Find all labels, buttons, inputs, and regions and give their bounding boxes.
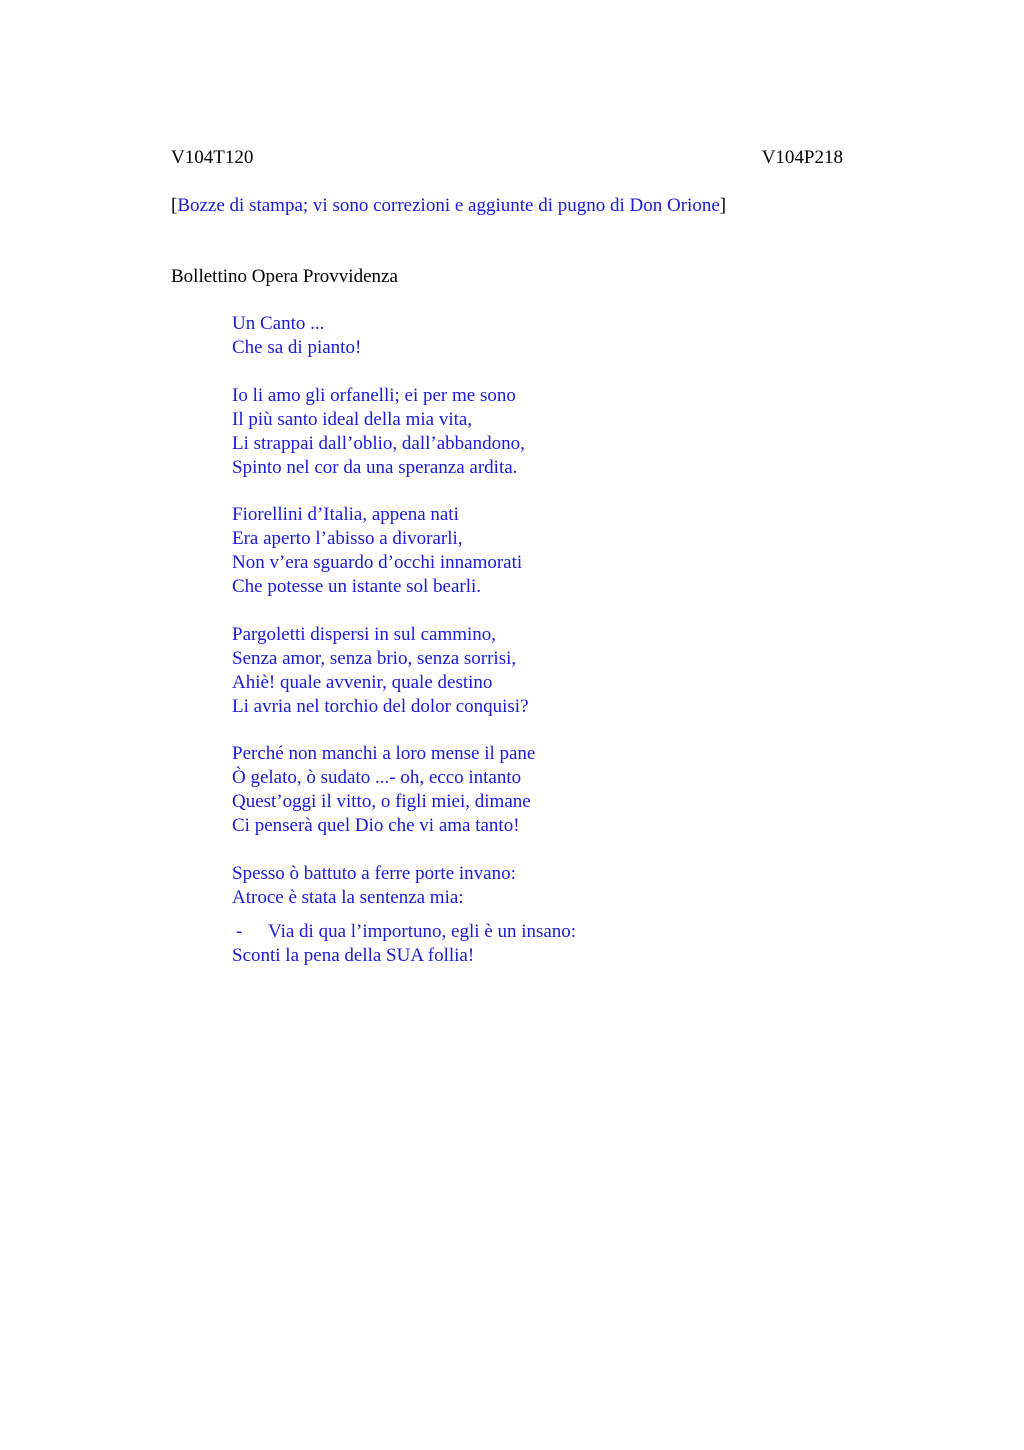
editorial-note [171,194,726,218]
poem-stanza-2 [232,384,576,480]
poem-line: Li strappai dall’oblio, dall’abbandono, [232,432,525,454]
poem [232,312,576,968]
note-text: Bozze di stampa; vi sono correzioni e aggiunte di pugno di Don Orione [177,195,720,216]
poem-line: Atroce è stata la sentenza mia: [232,886,464,908]
dialogue-dash: - [236,920,243,942]
poem-line: Li avria nel torchio del dolor conquisi? [232,695,529,717]
bulletin-heading: Bollettino Opera Provvidenza [171,266,398,287]
poem-stanza-6 [232,862,576,968]
poem-line: Ò gelato, ò sudato ...- oh, ecco intanto [232,767,522,788]
note-open-bracket: [ [171,195,178,216]
reference-code-right: V104P218 [761,147,843,168]
poem-line: Ci penserà quel Dio che vi ama tanto! [232,815,520,836]
note-close-bracket: ] [719,195,727,216]
poem-line: Il più santo ideal della mia vita, [232,408,473,430]
poem-stanza-1 [232,312,576,360]
poem-line: Spinto nel cor da una speranza ardita. [232,456,518,478]
poem-line: Pargoletti dispersi in sul cammino, [232,623,497,645]
reference-code-left: V104T120 [171,147,254,168]
poem-line: Che potesse un istante sol bearli. [232,576,482,597]
poem-line: Io li amo gli orfanelli; ei per me sono [232,384,516,406]
poem-line: Era aperto l’abisso a divorarli, [232,528,463,549]
poem-stanza-4 [232,623,576,719]
poem-line: Perché non manchi a loro mense il pane [232,743,536,764]
poem-line: Che sa di pianto! [232,337,362,358]
poem-line: Fiorellini d’Italia, appena nati [232,504,459,525]
poem-line: Senza amor, senza brio, senza sorrisi, [232,647,517,669]
poem-dash-line [232,920,576,944]
poem-dash-line-text: Via di qua l’importuno, egli è un insano: [268,920,577,942]
poem-stanza-5 [232,742,576,838]
poem-line: Un Canto ... [232,313,325,334]
poem-line: Ahiè! quale avvenir, quale destino [232,671,493,693]
poem-line: Quest’oggi il vitto, o figli miei, dimane [232,791,531,812]
poem-line: Spesso ò battuto a ferre porte invano: [232,862,516,884]
poem-stanza-3 [232,503,576,599]
poem-final-line: Sconti la pena della SUA follia! [232,944,475,966]
poem-line: Non v’era sguardo d’occhi innamorati [232,552,523,573]
